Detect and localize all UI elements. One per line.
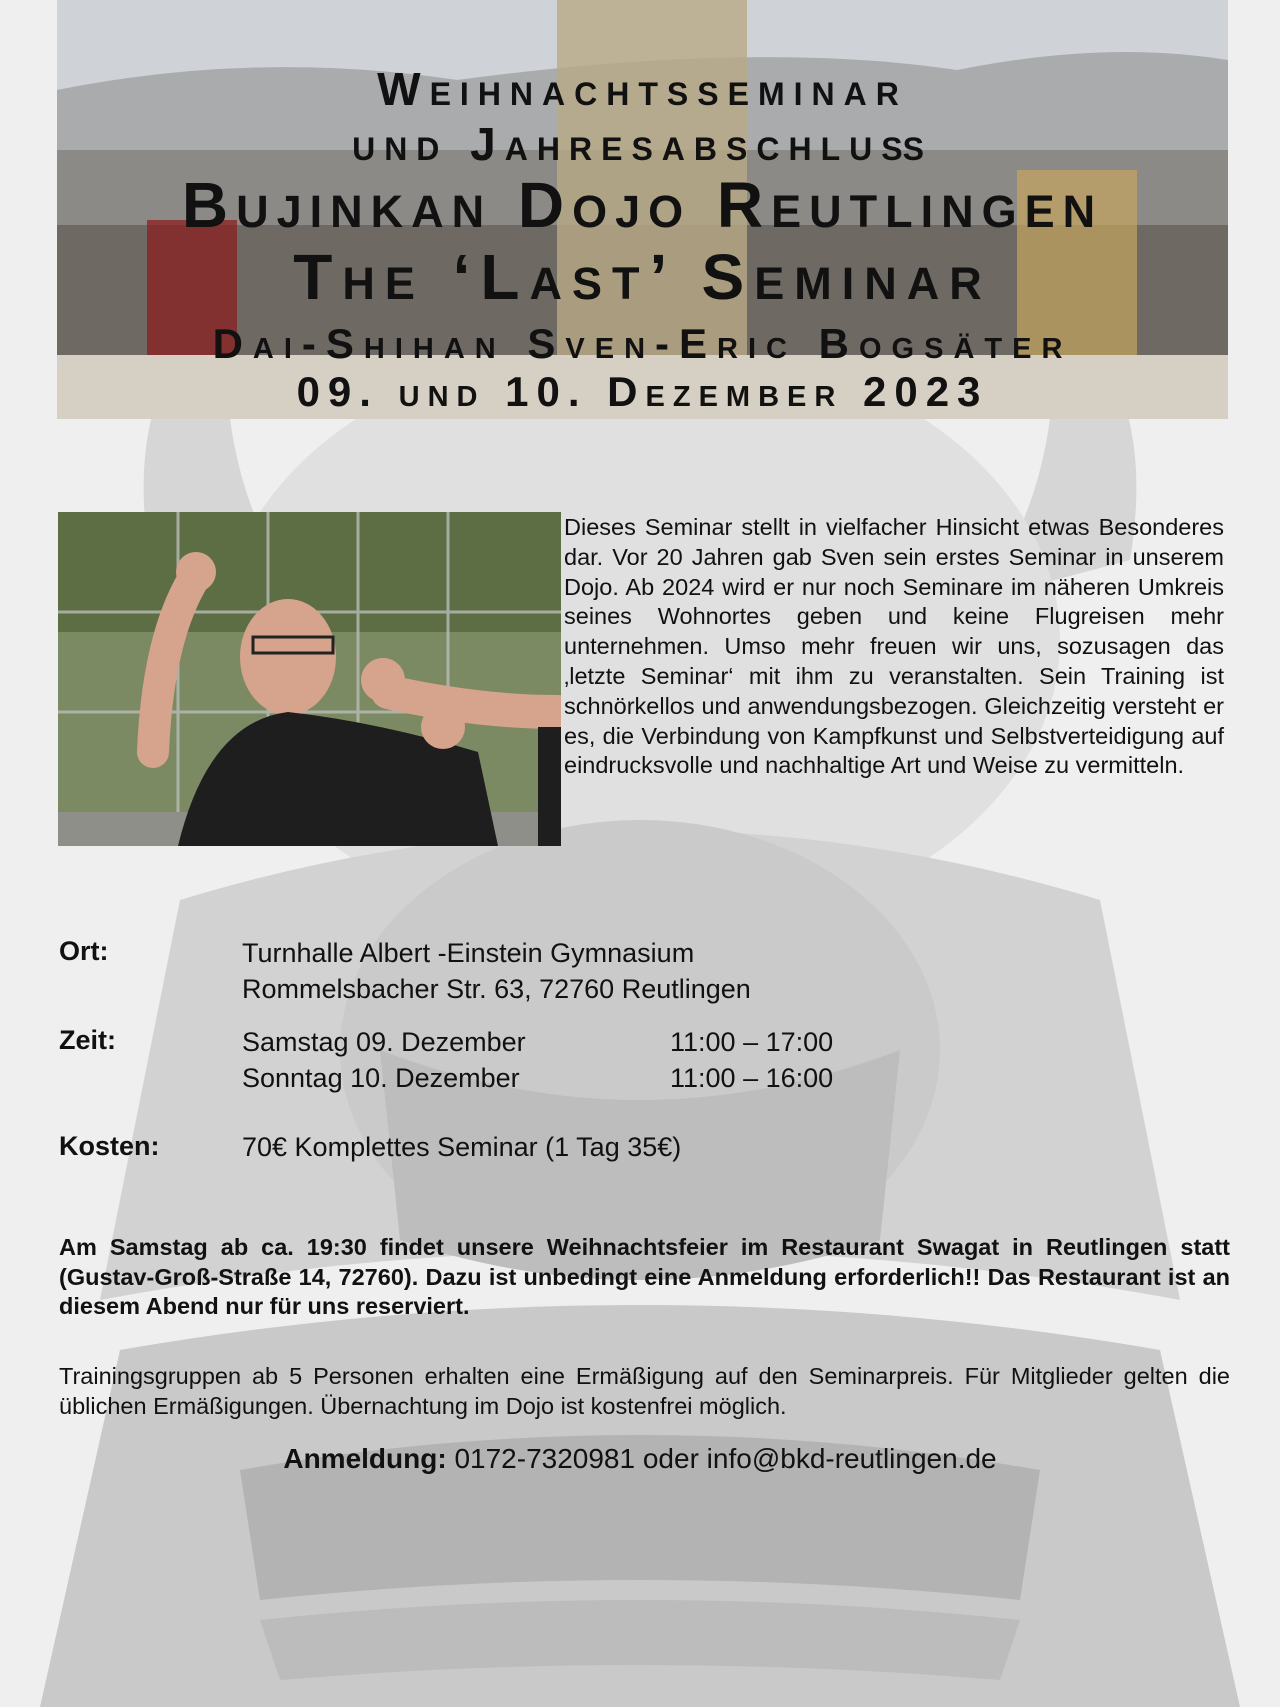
registration-label: Anmeldung: (283, 1443, 447, 1474)
day-2: Sonntag 10. Dezember (242, 1063, 520, 1093)
seminar-date: 09. und 10. Dezember 2023 (296, 368, 989, 415)
registration-line (0, 1443, 1280, 1475)
ort-line-1: Turnhalle Albert -Einstein Gymnasium (242, 938, 695, 968)
intro-paragraph: Dieses Seminar stellt in vielfacher Hinsicht etwas Besonderes dar. Vor 20 Jahren gab Sven sein erstes Seminar in unserem Dojo. Ab 2024 wird er nur noch Seminare im näheren Umkreis seines Wohnortes geben und keine Flugreisen mehr unternehmen. Umso mehr freuen wir uns, sozusagen das ‚letzte Seminar‘ mit ihm zu veranstalten. Sein Training ist schnörkellos und anwendungsbezogen. Gleichzeitig versteht er es, die Verbindung von Kampfkunst und Selbstverteidigung auf eindrucksvolle und nachhaltige Art und Weise zu vermitteln. (564, 514, 1224, 779)
kosten-label: Kosten: (59, 1131, 160, 1161)
ort-label: Ort: (59, 936, 109, 966)
time-2: 11:00 – 16:00 (670, 1063, 834, 1093)
instructor-photo (58, 512, 561, 846)
group-discount-notice: Trainingsgruppen ab 5 Personen erhalten eine Ermäßigung auf den Seminarpreis. Für Mitglieder gelten die üblichen Ermäßigungen. Übernachtung im Dojo ist kostenfrei möglich. (59, 1363, 1230, 1419)
christmas-party-notice: Am Samstag ab ca. 19:30 findet unsere Weihnachtsfeier im Restaurant Swagat in Reutlingen statt (Gustav-Groß-Straße 14, 72760). Dazu ist unbedingt eine Anmeldung erforderlich!! Das Restaurant ist an diesem Abend nur für uns reserviert. (59, 1234, 1230, 1319)
zeit-label: Zeit: (59, 1025, 116, 1055)
kosten-value: 70€ Komplettes Seminar (1 Tag 35€) (242, 1132, 682, 1162)
registration-contact[interactable]: 0172-7320981 oder info@bkd-reutlingen.de (454, 1443, 997, 1474)
seminar-title: The ‘Last’ Seminar (293, 241, 992, 313)
time-1: 11:00 – 17:00 (670, 1027, 834, 1057)
header-line-2: und Jahresabschluß (352, 118, 933, 170)
day-1: Samstag 09. Dezember (242, 1027, 526, 1057)
instructor-name: Dai-Shihan Sven-Eric Bogsäter (212, 320, 1073, 367)
dojo-title: Bujinkan Dojo Reutlingen (181, 169, 1104, 241)
ort-line-2: Rommelsbacher Str. 63, 72760 Reutlingen (242, 974, 751, 1004)
header-line-1: Weihnachtsseminar (377, 63, 908, 115)
